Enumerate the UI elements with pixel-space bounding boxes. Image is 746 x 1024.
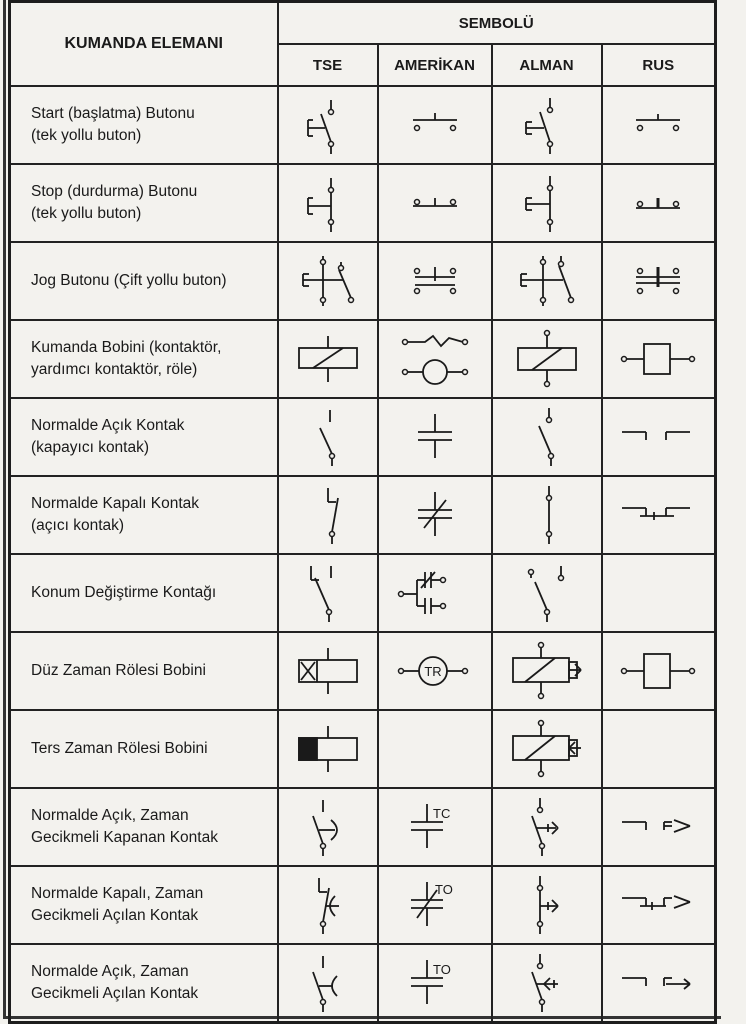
header-alman: ALMAN bbox=[492, 44, 602, 86]
symbol-rus bbox=[602, 320, 716, 398]
nc-contact-icon bbox=[308, 484, 348, 546]
timed-no-open-icon bbox=[522, 952, 572, 1014]
symbol-amerikan bbox=[378, 86, 492, 164]
timed-no-open-icon bbox=[405, 952, 465, 1014]
row-label bbox=[10, 788, 278, 866]
table-row bbox=[10, 164, 716, 242]
no-pushbutton-icon bbox=[522, 94, 572, 156]
symbol-amerikan bbox=[378, 242, 492, 320]
header-symbol-group: SEMBOLÜ bbox=[278, 2, 716, 45]
table-row bbox=[10, 242, 716, 320]
timed-no-close-icon bbox=[618, 812, 698, 842]
timed-no-open-icon bbox=[618, 968, 698, 998]
symbol-tse bbox=[278, 554, 378, 632]
label-line: Konum Değiştirme Kontağı bbox=[31, 584, 217, 601]
on-delay-coil-icon bbox=[395, 646, 475, 696]
changeover-contact-icon bbox=[517, 562, 577, 624]
jog-pushbutton-icon bbox=[299, 250, 357, 312]
label-line: (tek yollu buton) bbox=[31, 127, 142, 144]
row-label bbox=[10, 86, 278, 164]
symbol-tse bbox=[278, 866, 378, 944]
symbol-tse bbox=[278, 710, 378, 788]
symbol-amerikan bbox=[378, 788, 492, 866]
header-tse: TSE bbox=[278, 44, 378, 86]
row-label bbox=[10, 710, 278, 788]
nc-pushbutton-icon bbox=[522, 172, 572, 234]
timed-no-close-icon bbox=[405, 796, 465, 858]
label-line: Normalde Kapalı, Zaman bbox=[31, 885, 204, 902]
symbol-tse bbox=[278, 164, 378, 242]
symbol-text-to: TO bbox=[434, 882, 453, 897]
coil-icon bbox=[293, 328, 363, 390]
jog-pushbutton-icon bbox=[517, 250, 577, 312]
label-line: Gecikmeli Açılan Kontak bbox=[31, 907, 199, 924]
no-pushbutton-icon bbox=[628, 110, 688, 140]
row-label bbox=[10, 554, 278, 632]
jog-pushbutton-icon bbox=[405, 261, 465, 301]
table-row bbox=[10, 554, 716, 632]
symbol-alman bbox=[492, 554, 602, 632]
symbol-amerikan bbox=[378, 476, 492, 554]
coil-icon bbox=[512, 328, 582, 390]
label-line: Normalde Açık, Zaman bbox=[31, 807, 189, 824]
nc-contact-icon bbox=[618, 500, 698, 530]
table-row bbox=[10, 476, 716, 554]
label-line: Gecikmeli Kapanan Kontak bbox=[31, 829, 218, 846]
on-delay-coil-icon bbox=[293, 640, 363, 702]
symbol-amerikan bbox=[378, 320, 492, 398]
on-delay-coil-icon bbox=[509, 640, 585, 702]
symbol-alman bbox=[492, 710, 602, 788]
row-label bbox=[10, 944, 278, 1022]
symbol-alman bbox=[492, 944, 602, 1022]
timed-no-close-icon bbox=[303, 796, 353, 858]
timed-nc-open-icon bbox=[522, 874, 572, 936]
timed-no-open-icon bbox=[303, 952, 353, 1014]
symbol-tse bbox=[278, 398, 378, 476]
symbol-rus bbox=[602, 788, 716, 866]
label-line: Ters Zaman Rölesi Bobini bbox=[31, 740, 208, 757]
symbol-amerikan bbox=[378, 866, 492, 944]
label-line: Normalde Açık Kontak bbox=[31, 417, 185, 434]
jog-pushbutton-icon bbox=[628, 261, 688, 301]
symbol-alman bbox=[492, 632, 602, 710]
no-contact-icon bbox=[618, 422, 698, 452]
nc-contact-icon bbox=[527, 484, 567, 546]
symbol-amerikan bbox=[378, 944, 492, 1022]
label-line: Kumanda Bobini (kontaktör, bbox=[31, 339, 222, 356]
table-row bbox=[10, 788, 716, 866]
symbol-amerikan bbox=[378, 710, 492, 788]
symbol-amerikan bbox=[378, 554, 492, 632]
label-line: (kapayıcı kontak) bbox=[31, 439, 150, 456]
nc-pushbutton-icon bbox=[628, 188, 688, 218]
symbol-alman bbox=[492, 476, 602, 554]
changeover-contact-icon bbox=[303, 562, 353, 624]
label-line: yardımcı kontaktör, röle) bbox=[31, 361, 198, 378]
symbol-rus bbox=[602, 86, 716, 164]
no-contact-icon bbox=[410, 406, 460, 468]
symbol-amerikan bbox=[378, 164, 492, 242]
label-line: Start (başlatma) Butonu bbox=[31, 105, 195, 122]
nc-pushbutton-icon bbox=[405, 188, 465, 218]
symbol-table bbox=[8, 0, 717, 1024]
label-line: (tek yollu buton) bbox=[31, 205, 142, 222]
symbol-rus bbox=[602, 476, 716, 554]
timed-nc-open-icon bbox=[405, 874, 465, 936]
no-contact-icon bbox=[527, 406, 567, 468]
symbol-tse bbox=[278, 788, 378, 866]
label-line: Stop (durdurma) Butonu bbox=[31, 183, 198, 200]
symbol-tse bbox=[278, 944, 378, 1022]
symbol-tse bbox=[278, 242, 378, 320]
row-label bbox=[10, 164, 278, 242]
row-label bbox=[10, 398, 278, 476]
symbol-text-to: TO bbox=[432, 961, 451, 977]
label-line: (açıcı kontak) bbox=[31, 517, 125, 534]
row-label bbox=[10, 866, 278, 944]
symbol-alman bbox=[492, 86, 602, 164]
on-delay-coil-icon bbox=[618, 646, 698, 696]
timed-no-close-icon bbox=[522, 796, 572, 858]
symbol-alman bbox=[492, 242, 602, 320]
coil-icon bbox=[618, 334, 698, 384]
row-label bbox=[10, 320, 278, 398]
no-pushbutton-icon bbox=[303, 94, 353, 156]
timed-nc-open-icon bbox=[618, 890, 698, 920]
label-line: Düz Zaman Rölesi Bobini bbox=[31, 662, 206, 679]
symbol-tse bbox=[278, 320, 378, 398]
label-line: Jog Butonu (Çift yollu buton) bbox=[31, 272, 227, 289]
row-label bbox=[10, 476, 278, 554]
symbol-tse bbox=[278, 632, 378, 710]
symbol-rus bbox=[602, 710, 716, 788]
symbol-rus bbox=[602, 632, 716, 710]
symbol-text-tc: TC bbox=[432, 806, 450, 821]
symbol-rus bbox=[602, 866, 716, 944]
header-rus: RUS bbox=[602, 44, 716, 86]
symbol-rus bbox=[602, 164, 716, 242]
symbol-alman bbox=[492, 398, 602, 476]
nc-contact-icon bbox=[410, 484, 460, 546]
scan-left-edge bbox=[3, 0, 6, 1018]
label-line: Gecikmeli Açılan Kontak bbox=[31, 984, 199, 1002]
table-row bbox=[10, 866, 716, 944]
table-row bbox=[10, 944, 716, 1022]
label-line: Normalde Kapalı Kontak bbox=[31, 495, 200, 512]
nc-pushbutton-icon bbox=[303, 172, 353, 234]
table-row bbox=[10, 398, 716, 476]
symbol-amerikan bbox=[378, 632, 492, 710]
symbol-alman bbox=[492, 788, 602, 866]
symbol-rus bbox=[602, 554, 716, 632]
symbol-rus bbox=[602, 398, 716, 476]
coil-icon bbox=[397, 328, 473, 390]
symbol-alman bbox=[492, 164, 602, 242]
table-row bbox=[10, 320, 716, 398]
timed-nc-open-icon bbox=[303, 874, 353, 936]
changeover-contact-icon bbox=[395, 562, 475, 624]
no-contact-icon bbox=[308, 406, 348, 468]
symbol-rus bbox=[602, 242, 716, 320]
no-pushbutton-icon bbox=[405, 110, 465, 140]
symbol-alman bbox=[492, 320, 602, 398]
table-row bbox=[10, 710, 716, 788]
table-row bbox=[10, 632, 716, 710]
symbol-alman bbox=[492, 866, 602, 944]
header-element-column: KUMANDA ELEMANI bbox=[10, 2, 278, 87]
symbol-rus bbox=[602, 944, 716, 1022]
off-delay-coil-icon bbox=[509, 718, 585, 780]
row-label bbox=[10, 632, 278, 710]
symbol-tse bbox=[278, 86, 378, 164]
row-label bbox=[10, 242, 278, 320]
symbol-tse bbox=[278, 476, 378, 554]
label-line: Normalde Açık, Zaman bbox=[31, 962, 189, 980]
symbol-amerikan bbox=[378, 398, 492, 476]
symbol-text-tr: TR bbox=[423, 664, 442, 679]
off-delay-coil-icon bbox=[293, 718, 363, 780]
header-amerikan: AMERİKAN bbox=[378, 44, 492, 86]
table-row bbox=[10, 86, 716, 164]
